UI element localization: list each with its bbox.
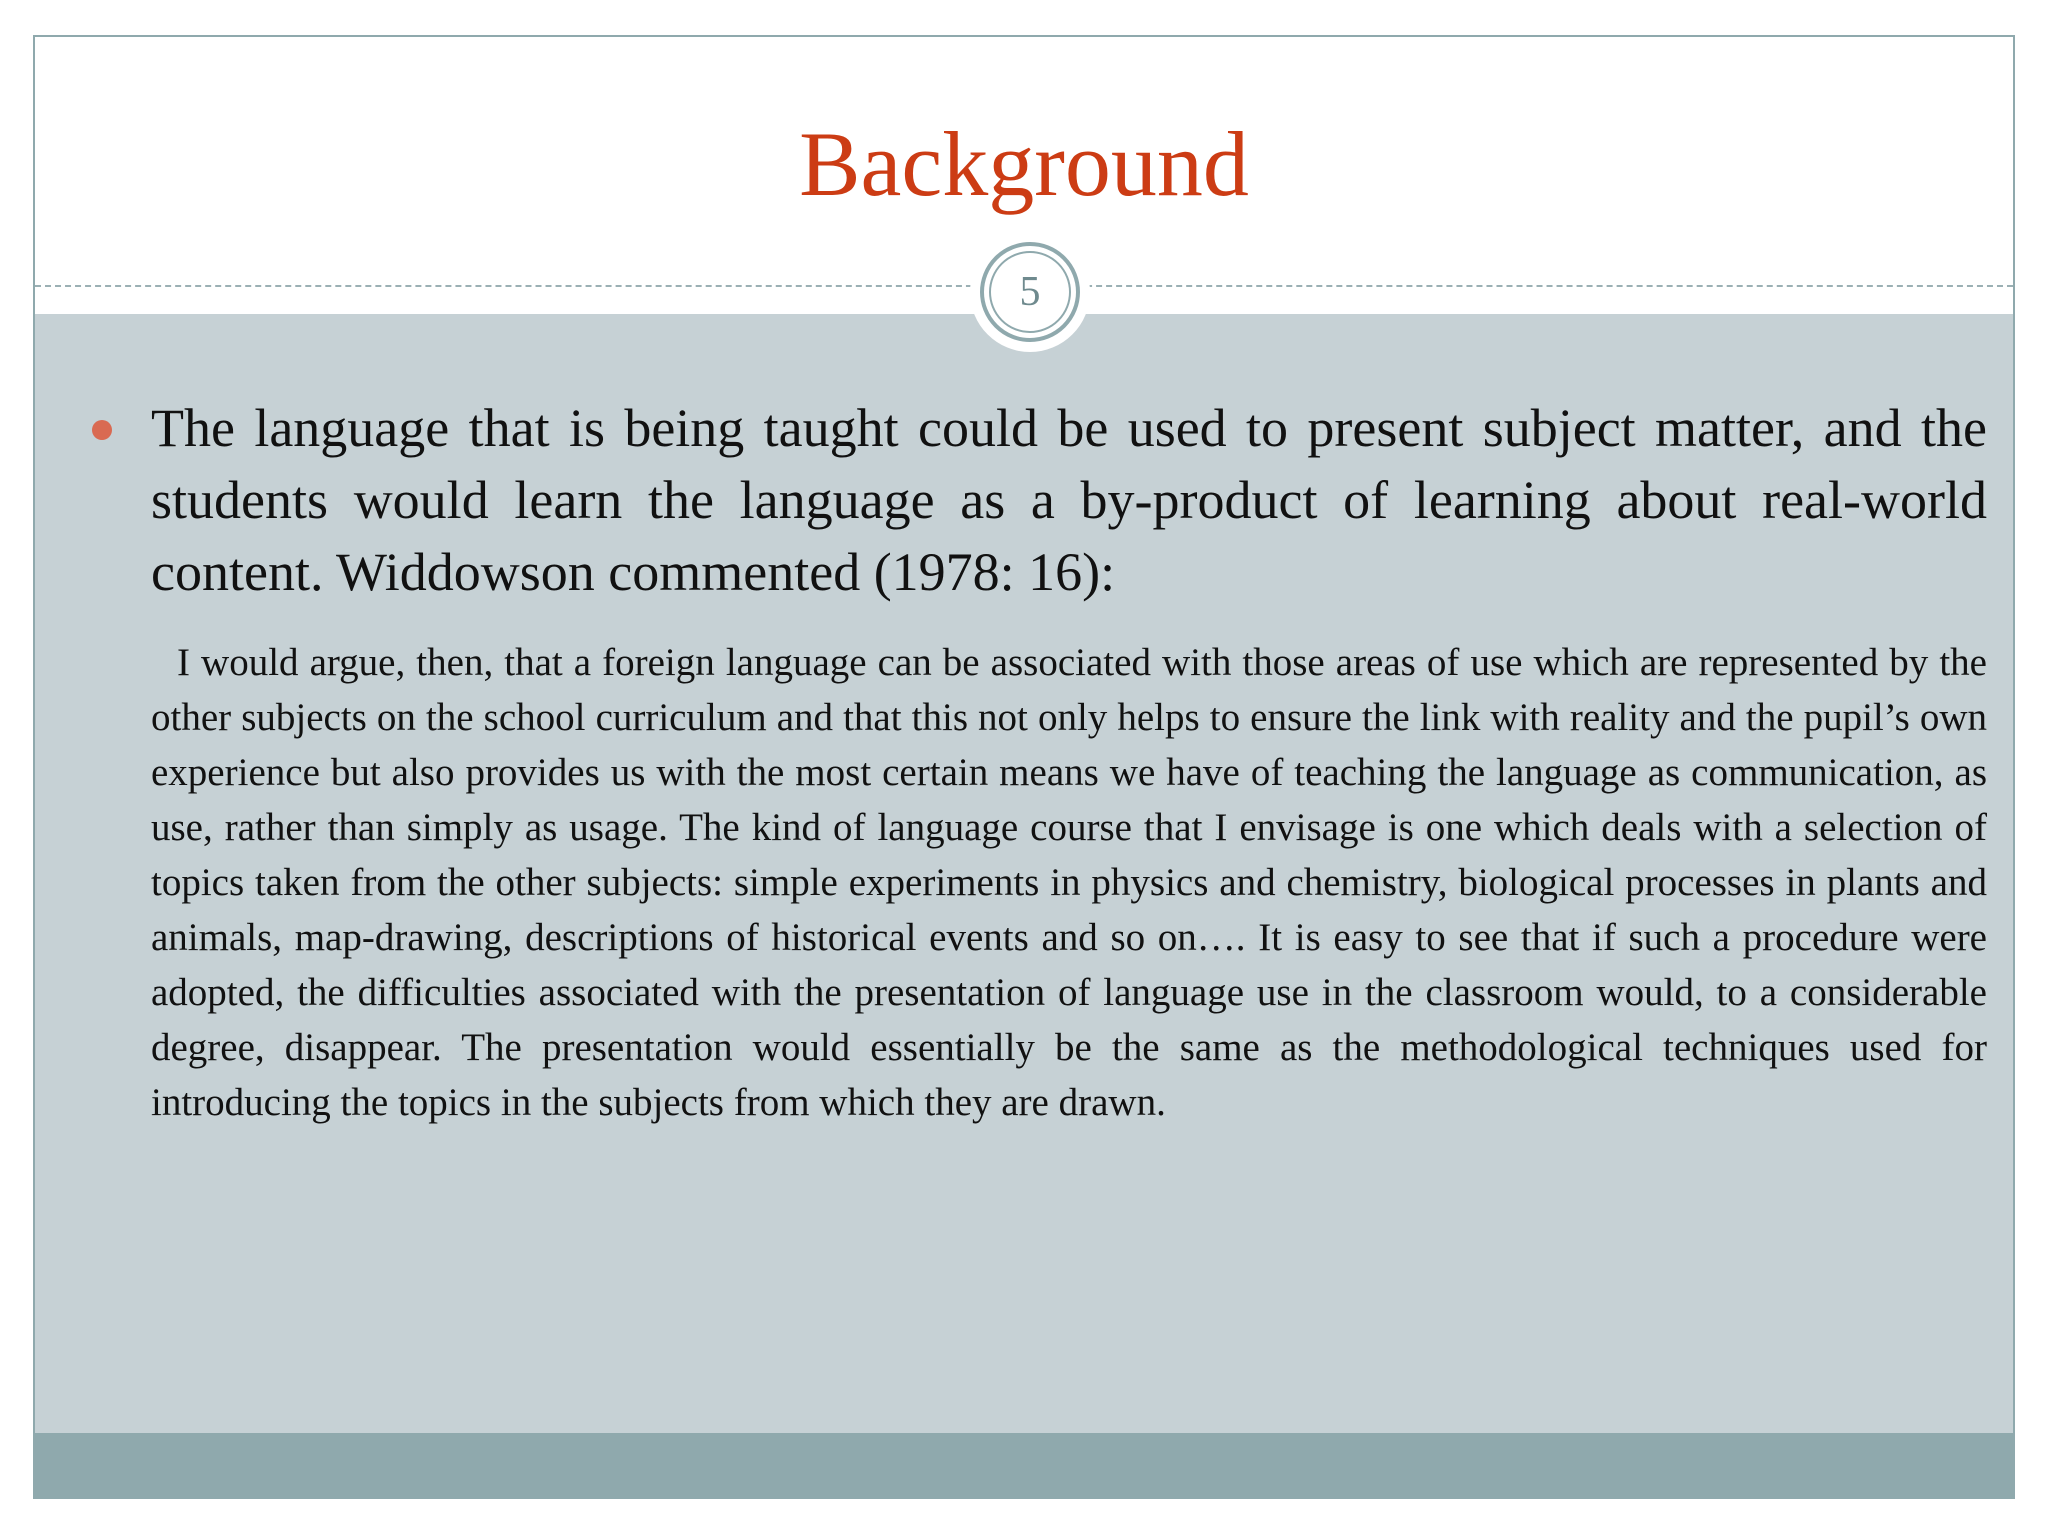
- slide-title: Background: [799, 113, 1249, 215]
- page-number: 5: [989, 251, 1071, 333]
- page-number-ring: [980, 242, 1080, 342]
- bullet-dot-icon: [92, 420, 112, 440]
- footer-band: [35, 1433, 2013, 1499]
- bullet-text: The language that is being taught could be used to present subject matter, and the students would learn the language as a by-product of learning about real-world content. Widdowson commented (1978: 16):: [151, 398, 1987, 602]
- slide: [33, 35, 2015, 1499]
- block-quote: I would argue, then, that a foreign language can be associated with those areas of use which are represented by the other subjects on the school curriculum and that this not only helps to ensure the link with reality and the pupil’s own experience but also provides us with the most certain means we have of teaching the language as communication, as use, rather than simply as usage. The kind of language course that I envisage is one which deals with a selection of topics taken from the other subjects: simple experiments in physics and chemistry, biological processes in plants and animals, map-drawing, descriptions of historical events and so on…. It is easy to see that if such a procedure were adopted, the difficulties associated with the presentation of language use in the classroom would, to a considerable degree, disappear. The presentation would essentially be the same as the methodological techniques used for introducing the topics in the subjects from which they are drawn.: [151, 641, 1987, 1124]
- page-number-badge: [970, 232, 1090, 352]
